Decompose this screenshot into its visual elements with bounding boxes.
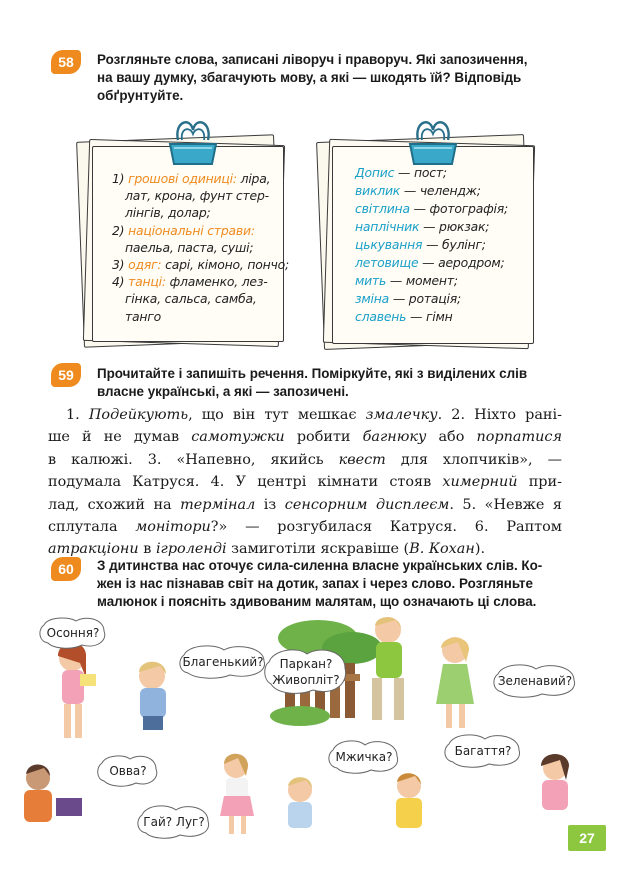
item-words: ліра,	[240, 171, 271, 186]
word-pair	[355, 308, 533, 326]
right-note	[318, 118, 540, 348]
right-note-text	[355, 164, 533, 326]
word-pair	[355, 200, 533, 218]
speech-bubble	[96, 755, 160, 787]
task-line: жен із нас пізнавав світ на дотик, запах і через слово. Розгляньте	[97, 576, 533, 591]
word-pair	[355, 182, 533, 200]
item-words: лат, крона, фунт стер-	[125, 188, 269, 204]
text-run: ?» — розгубилася Катруся. 6. Раптом	[210, 519, 562, 536]
word-pair	[355, 272, 533, 290]
binder-clip-icon	[166, 118, 220, 168]
exercise-59-badge: 59	[51, 363, 81, 387]
dash: —	[423, 219, 436, 234]
girl-green-dress-icon	[436, 637, 474, 728]
exercise-60-task	[97, 557, 542, 611]
text-run: замиготіли яскравіше (	[226, 541, 410, 558]
highlighted-word: сенсорним дисплеєм	[284, 496, 450, 513]
task-line: Прочитайте і запишіть речення. Поміркуйте, які з виділених слів	[97, 366, 528, 381]
dash: —	[403, 183, 417, 198]
highlighted-word: монітори	[135, 519, 211, 536]
borrowed-word: фотографія;	[429, 201, 508, 216]
text-run: . 5. «Невже я	[449, 496, 562, 513]
highlighted-word: змалечку	[365, 407, 438, 423]
borrowed-word: ротація;	[408, 291, 461, 306]
text-run: в	[138, 541, 156, 558]
text-run: для хлопчиків», —	[385, 451, 562, 468]
item-number: 3)	[112, 257, 125, 273]
task-line: малюнок і поясніть здивованим малятам, що означають ці слова.	[97, 594, 537, 609]
native-word: світлина	[355, 201, 410, 216]
word-pair	[355, 236, 533, 254]
girl-pink-skirt-icon	[220, 754, 254, 834]
item-words: сарі, кімоно, пончо;	[165, 257, 289, 273]
dash: —	[413, 201, 426, 216]
bubble-text: Зеленавий?	[497, 673, 573, 688]
text-run: в калюжі. 3. «Напевно, якийсь	[48, 451, 339, 468]
word-pair	[355, 218, 533, 236]
text-run: . 2. Ніхто рані-	[437, 407, 562, 423]
dash: —	[410, 309, 423, 324]
boy-glasses-icon	[396, 773, 422, 828]
girl-bottom-right-icon	[541, 754, 569, 810]
text-run: при-	[517, 474, 562, 491]
bubble-text: Овва?	[109, 763, 147, 778]
exercise-60-badge: 60	[51, 557, 81, 581]
highlighted-word: самотужки	[191, 429, 285, 446]
speech-bubble	[178, 645, 268, 679]
exercise-59-task	[97, 365, 527, 401]
speech-bubble	[327, 740, 401, 774]
borrowed-word: момент;	[405, 273, 458, 288]
boy-pointing-icon	[288, 777, 312, 828]
girl-reading-icon	[58, 643, 96, 738]
task-line: власне українські, а які — запозичені.	[97, 384, 349, 399]
dash: —	[389, 273, 403, 288]
task-line: З дитинства нас оточує сила-силенна власне українських слів. Ко-	[97, 558, 543, 573]
word-pair	[355, 290, 533, 308]
highlighted-word: порпатися	[476, 429, 562, 446]
text-run: лад, схожий на	[48, 496, 181, 513]
exercise-59-text	[48, 404, 562, 561]
speech-bubble	[136, 805, 212, 839]
bubble-text: Живопліт?	[272, 673, 340, 687]
native-word: виклик	[355, 183, 401, 198]
item-words: лінгів, долар;	[125, 205, 211, 221]
native-word: мить	[355, 273, 387, 288]
page-number: 27	[568, 825, 606, 851]
item-words: паельа, паста, суші;	[125, 239, 254, 255]
dash: —	[392, 291, 406, 306]
text-run: ).	[474, 541, 486, 558]
native-word: зміна	[355, 291, 390, 306]
boy-thinking-icon	[139, 662, 166, 730]
boy-laptop-icon	[24, 764, 82, 822]
author-name: В. Кохан	[409, 541, 475, 558]
highlighted-word: химерний	[442, 474, 518, 491]
speech-bubble	[492, 664, 578, 698]
speech-bubble	[263, 648, 349, 696]
text-run: ше й не думав	[48, 429, 192, 446]
highlighted-word: ігроленді	[155, 541, 227, 558]
exercise-58-badge: 58	[51, 50, 81, 74]
borrowed-word: пост;	[413, 165, 447, 180]
task-line: обґрунтуйте.	[97, 88, 184, 103]
highlighted-word: багнюку	[362, 429, 427, 446]
text-run: , що він тут мешкає	[188, 407, 366, 423]
native-word: наплічник	[355, 219, 420, 234]
task-line: Розгляньте слова, записані ліворуч і праворуч. Які запозичення,	[97, 52, 528, 67]
bubble-text: Осоння?	[46, 625, 100, 640]
word-pair	[355, 254, 533, 272]
highlighted-word: атракціони	[48, 541, 139, 558]
task-line: на вашу думку, збагачують мову, а які — шкодять їй? Відповідь	[97, 70, 522, 85]
category-currency: грошові одиниці:	[128, 171, 237, 186]
highlighted-word: Подейкують	[88, 407, 189, 423]
bubble-text: Мжичка?	[335, 749, 393, 764]
sentence-number: 1.	[66, 407, 80, 423]
text-run: із	[255, 496, 285, 513]
bubble-text: Багаття?	[454, 743, 512, 758]
dash: —	[397, 165, 411, 180]
native-word: Допис	[355, 165, 395, 180]
item-words: фламенко, лез-	[169, 274, 268, 290]
category-dances: танці:	[128, 274, 166, 290]
text-run: робити	[284, 429, 363, 446]
item-number: 1)	[112, 171, 125, 186]
borrowed-word: аеродром;	[438, 255, 505, 270]
borrowed-word: гімн	[425, 309, 453, 324]
left-note-text	[112, 170, 289, 325]
item-number: 2)	[112, 222, 125, 238]
left-note	[78, 118, 288, 348]
bubble-text: Благенький?	[182, 654, 264, 669]
exercise-58-task	[97, 51, 528, 105]
boy-walking-icon	[372, 617, 404, 720]
dash: —	[422, 255, 435, 270]
bubble-text: Гай? Луг?	[143, 814, 205, 829]
text-run: або	[426, 429, 477, 446]
native-word: цькування	[355, 237, 423, 252]
dash: —	[426, 237, 439, 252]
word-pair	[355, 164, 533, 182]
highlighted-word: квест	[338, 451, 386, 468]
borrowed-word: рюкзак;	[439, 219, 490, 234]
item-words: гінка, сальса, самба,	[125, 291, 257, 307]
category-clothes: одяг:	[128, 257, 162, 273]
bubble-text-group	[272, 656, 339, 688]
text-run: сплутала	[48, 519, 136, 536]
speech-bubble	[443, 734, 523, 768]
item-words: танго	[125, 308, 162, 324]
native-word: летовище	[355, 255, 419, 270]
native-word: славень	[355, 309, 407, 324]
borrowed-word: булінг;	[442, 237, 486, 252]
binder-clip-icon	[406, 118, 460, 168]
borrowed-word: челендж;	[419, 183, 481, 198]
item-number: 4)	[112, 274, 125, 290]
bubble-text: Паркан?	[279, 657, 333, 671]
text-run: подумала Катруся. 4. У центрі кімнати стояв	[48, 474, 443, 491]
category-dishes: національні страви:	[128, 222, 255, 238]
highlighted-word: термінал	[180, 496, 256, 513]
speech-bubble	[38, 617, 108, 649]
